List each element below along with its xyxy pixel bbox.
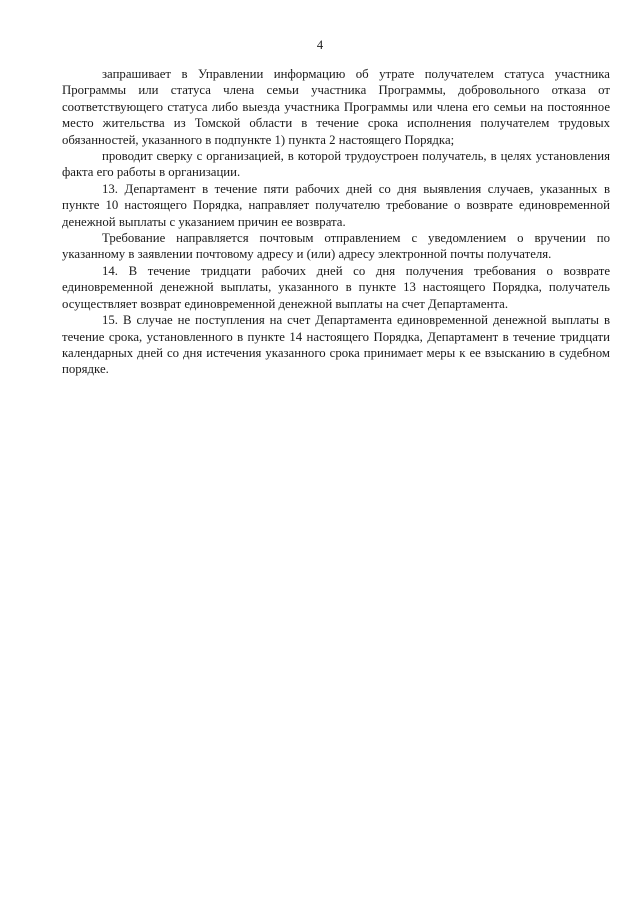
paragraph-request-info: запрашивает в Управлении информацию об утрате получателем статуса участника Программы или статуса члена семьи участника Программы, добровольного отказа от соответствующего статуса либо выезда участника Программы или члена его семьи на постоянное место жительства из Томской области в течение срока исполнения получателем трудовых обязанностей, указанного в подпункте 1) пункта 2 настоящего Порядка;	[62, 67, 610, 147]
document-body	[62, 66, 610, 378]
paragraph-verification: проводит сверку с организацией, в которой трудоустроен получатель, в целях установления факта его работы в организации.	[62, 149, 610, 180]
paragraph-item-14: 14. В течение тридцати рабочих дней со дня получения требования о возврате единовременной денежной выплаты, указанного в пункте 13 настоящего Порядка, получатель осуществляет возврат единовременной денежной выплаты на счет Департамента.	[62, 263, 610, 311]
paragraph-item-13: 13. Департамент в течение пяти рабочих дней со дня выявления случаев, указанных в пункте 10 настоящего Порядка, направляет получателю требование о возврате единовременной денежной выплаты с указанием причин ее возврата.	[62, 181, 610, 229]
page-number: 4	[316, 38, 324, 52]
paragraph-item-15: 15. В случае не поступления на счет Департамента единовременной денежной выплаты в течение срока, установленного в пункте 14 настоящего Порядка, Департамент в течение тридцати календарных дней со дня истечения указанного срока принимает меры к ее взысканию в судебном порядке.	[62, 313, 610, 377]
paragraph-requirement-delivery: Требование направляется почтовым отправлением с уведомлением о вручении по указанному в заявлении почтовому адресу и (или) адресу электронной почты получателя.	[62, 231, 610, 262]
